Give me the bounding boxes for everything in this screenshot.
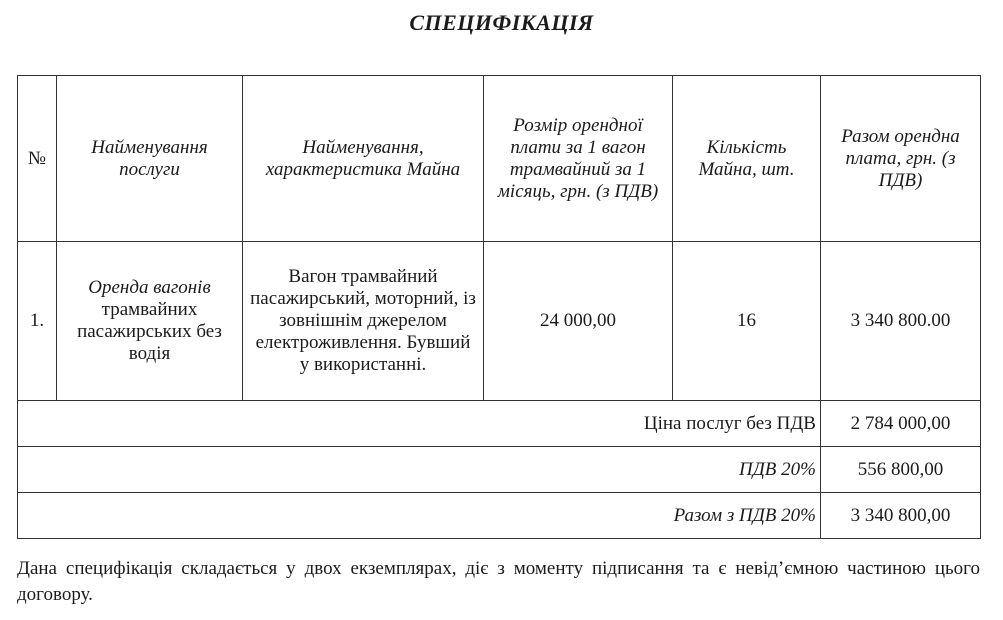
row-total: 3 340 800.00 [821, 242, 981, 401]
table-row [18, 242, 981, 401]
summary-value-gross: 3 340 800,00 [821, 493, 981, 539]
row-service-italic: Оренда вагонів [88, 277, 211, 298]
header-total: Разом орендна плата, грн. (з ПДВ) [821, 76, 981, 242]
row-number: 1. [18, 242, 57, 401]
header-service: Найменування послуги [57, 76, 243, 242]
summary-value-net: 2 784 000,00 [821, 401, 981, 447]
header-property: Найменування, характеристика Майна [243, 76, 484, 242]
header-rent-per-unit: Розмір орендної плати за 1 вагон трамвайний за 1 місяць, грн. (з ПДВ) [484, 76, 673, 242]
table-header-row [18, 76, 981, 242]
row-service-rest: трамвайних пасажирських без водія [77, 299, 222, 364]
summary-label-gross: Разом з ПДВ 20% [18, 493, 821, 539]
specification-table [17, 75, 981, 539]
row-quantity: 16 [673, 242, 821, 401]
summary-row-net [18, 401, 981, 447]
row-service [57, 242, 243, 401]
summary-value-vat: 556 800,00 [821, 447, 981, 493]
row-rent-per-unit: 24 000,00 [484, 242, 673, 401]
summary-row-vat [18, 447, 981, 493]
header-number: № [18, 76, 57, 242]
row-property: Вагон трамвайний пасажирський, моторний, із зовнішнім джерелом електроживлення. Бувший у використанні. [243, 242, 484, 401]
summary-label-net: Ціна послуг без ПДВ [18, 401, 821, 447]
summary-row-gross [18, 493, 981, 539]
page-title: СПЕЦИФІКАЦІЯ [409, 10, 594, 35]
header-quantity: Кількість Майна, шт. [673, 76, 821, 242]
footnote-text: Дана специфікація складається у двох екземплярах, діє з моменту підписання та є невід’ємною частиною цього договору. [17, 558, 980, 605]
summary-label-vat: ПДВ 20% [18, 447, 821, 493]
